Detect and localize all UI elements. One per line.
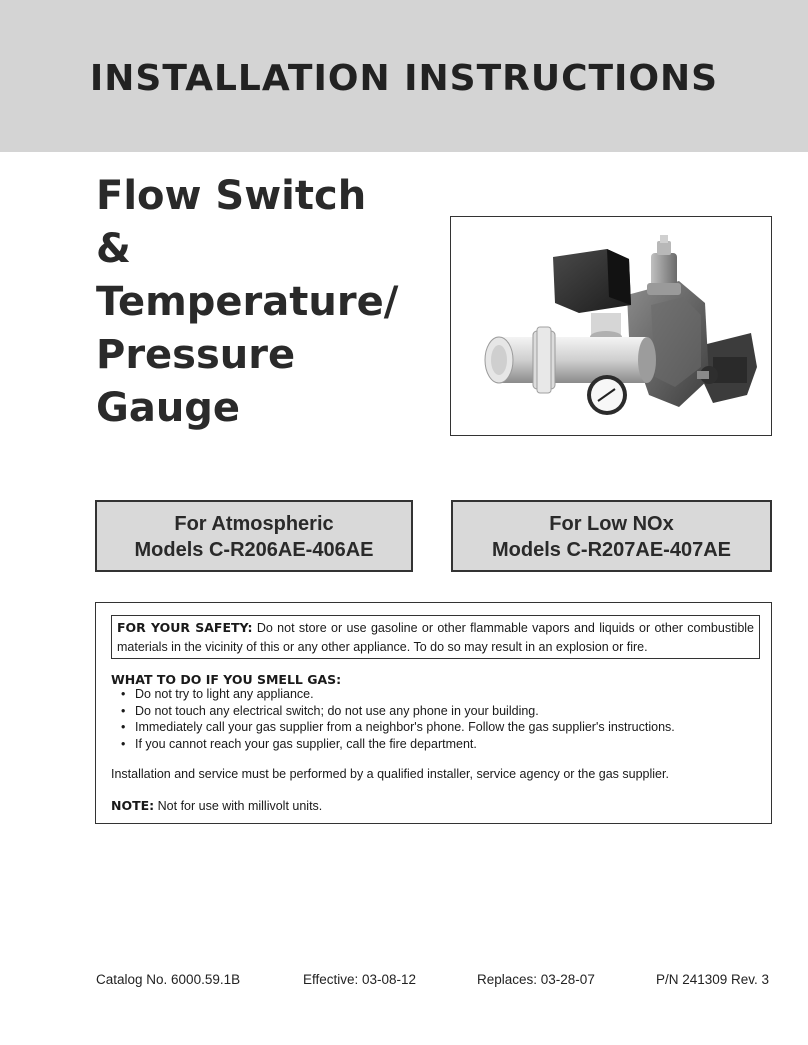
gas-smell-heading: WHAT TO DO IF YOU SMELL GAS: (111, 672, 342, 687)
note-text: Not for use with millivolt units. (157, 799, 323, 813)
list-item: • Do not touch any electrical switch; do not use any phone in your building. (118, 703, 675, 720)
title-line: Temperature/ (96, 279, 399, 325)
header-band (0, 0, 808, 152)
safety-warning-text: Do not store or use gasoline or other flammable vapors and liquids or other combustible materials in the vicinity of this or any other appliance. To do so may result in an explosion or fire. (117, 621, 754, 654)
millivolt-note (111, 798, 322, 813)
replaces-date: Replaces: 03-28-07 (477, 972, 595, 987)
product-image-frame (450, 216, 772, 436)
safety-panel (95, 602, 772, 824)
gas-instructions-list (118, 686, 675, 752)
note-label: NOTE: (111, 798, 155, 813)
installation-note: Installation and service must be performed by a qualified installer, service agency or the gas supplier. (111, 767, 669, 781)
document-title (96, 170, 398, 435)
flow-switch-assembly-image (451, 217, 771, 435)
catalog-number: Catalog No. 6000.59.1B (96, 972, 241, 987)
effective-date: Effective: 03-08-12 (303, 972, 417, 987)
model-line: Models C-R207AE-407AE (492, 539, 731, 561)
title-line: & (96, 226, 131, 272)
title-line: Flow Switch (96, 173, 367, 219)
low-nox-models-box (451, 500, 772, 572)
title-line: Pressure (96, 332, 296, 378)
model-line: Models C-R206AE-406AE (134, 539, 374, 561)
title-line: Gauge (96, 385, 241, 431)
model-line: For Atmospheric (174, 513, 334, 535)
part-number: P/N 241309 Rev. 3 (656, 972, 770, 987)
atmospheric-models-box (95, 500, 413, 572)
safety-warning (111, 615, 760, 659)
model-line: For Low NOx (549, 513, 674, 535)
list-item: • Do not try to light any appliance. (118, 686, 675, 703)
header-title: INSTALLATION INSTRUCTIONS (89, 58, 719, 99)
list-item: • If you cannot reach your gas supplier, call the fire department. (118, 736, 675, 753)
list-item: • Immediately call your gas supplier from a neighbor's phone. Follow the gas supplier's instructions. (118, 719, 675, 736)
safety-warning-label: FOR YOUR SAFETY: (117, 620, 253, 635)
